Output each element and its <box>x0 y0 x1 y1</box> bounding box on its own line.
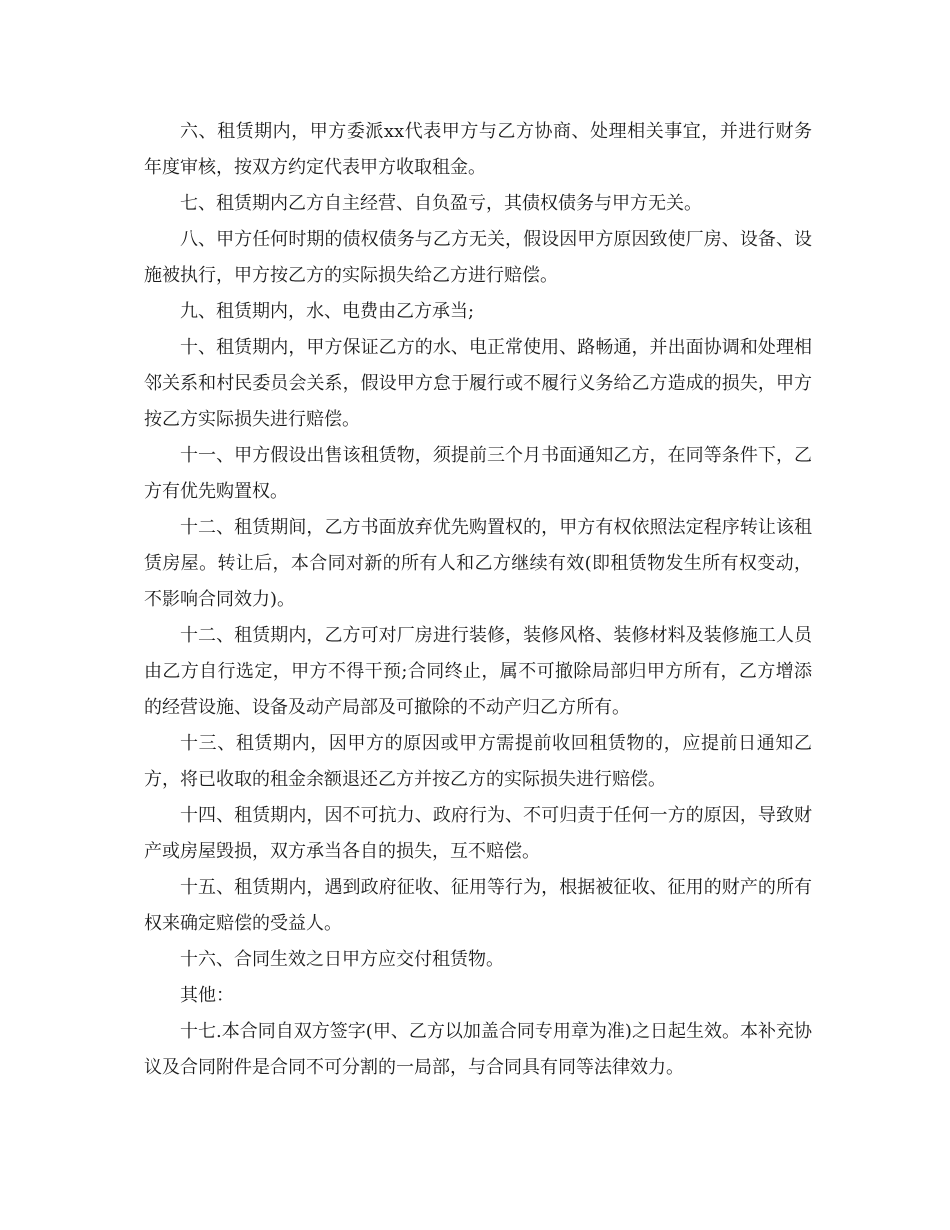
document-body <box>144 114 812 1086</box>
paragraph-12b: 十二、租赁期内，乙方可对厂房进行装修，装修风格、装修材料及装修施工人员由乙方自行选定，甲方不得干预;合同终止，属不可撤除局部归甲方所有，乙方增添的经营设施、设备及动产局部及可撤除的不动产归乙方所有。 <box>144 625 812 718</box>
paragraph-12a: 十二、租赁期间，乙方书面放弃优先购置权的，甲方有权依照法定程序转让该租赁房屋。转让后，本合同对新的所有人和乙方继续有效(即租赁物发生所有权变动，不影响合同效力)。 <box>144 517 812 610</box>
paragraph-11: 十一、甲方假设出售该租赁物，须提前三个月书面通知乙方，在同等条件下，乙方有优先购置权。 <box>144 445 812 502</box>
paragraph-16: 十六、合同生效之日甲方应交付租赁物。 <box>180 949 504 970</box>
paragraph-14: 十四、租赁期内，因不可抗力、政府行为、不可归责于任何一方的原因，导致财产或房屋毁损，双方承当各自的损失，互不赔偿。 <box>144 805 812 862</box>
paragraph-9: 九、租赁期内，水、电费由乙方承当; <box>180 301 475 322</box>
paragraph-15: 十五、租赁期内，遇到政府征收、征用等行为，根据被征收、征用的财产的所有权来确定赔偿的受益人。 <box>144 877 812 934</box>
paragraph-10: 十、租赁期内，甲方保证乙方的水、电正常使用、路畅通，并出面协调和处理相邻关系和村民委员会关系，假设甲方怠于履行或不履行义务给乙方造成的损失，甲方按乙方实际损失进行赔偿。 <box>144 337 812 430</box>
paragraph-8: 八、甲方任何时期的债权债务与乙方无关，假设因甲方原因致使厂房、设备、设施被执行，甲方按乙方的实际损失给乙方进行赔偿。 <box>144 229 812 286</box>
paragraph-13: 十三、租赁期内，因甲方的原因或甲方需提前收回租赁物的，应提前日通知乙方，将已收取的租金余额退还乙方并按乙方的实际损失进行赔偿。 <box>144 733 812 790</box>
paragraph-6: 六、租赁期内，甲方委派xx代表甲方与乙方协商、处理相关事宜，并进行财务年度审核，按双方约定代表甲方收取租金。 <box>144 121 812 178</box>
paragraph-other-heading: 其他： <box>180 985 234 1006</box>
paragraph-7: 七、租赁期内乙方自主经营、自负盈亏，其债权债务与甲方无关。 <box>180 193 702 214</box>
paragraph-17: 十七.本合同自双方签字(甲、乙方以加盖合同专用章为准)之日起生效。本补充协议及合同附件是合同不可分割的一局部，与合同具有同等法律效力。 <box>144 1021 812 1078</box>
